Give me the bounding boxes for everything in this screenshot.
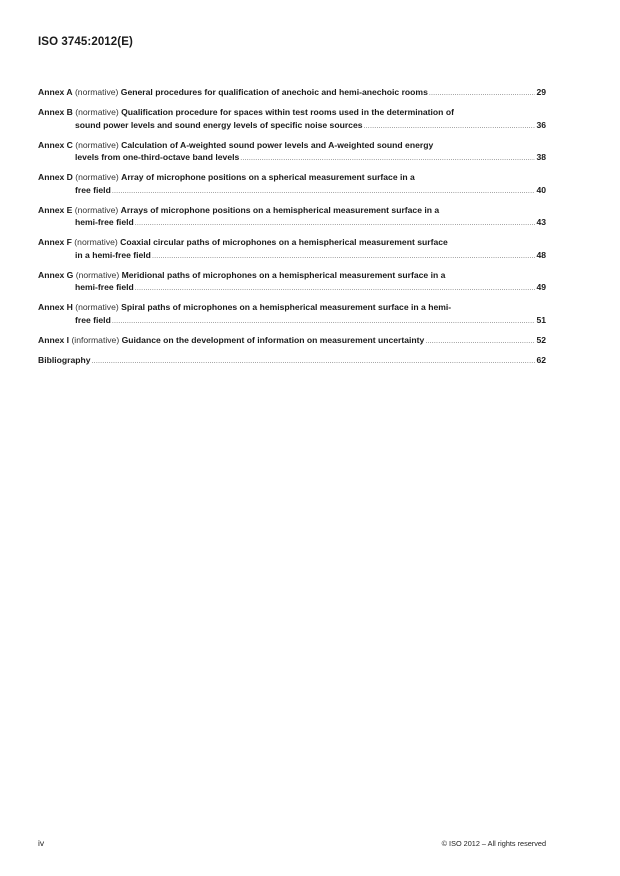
page-number: 38 [536,152,546,163]
annex-type: (normative) [75,106,119,117]
toc-entry-annex-c[interactable] [38,139,546,166]
annex-type: (informative) [71,335,120,346]
page-number: 48 [536,249,546,260]
toc-entry-annex-i[interactable] [38,334,546,349]
page-number: 52 [536,335,546,346]
toc-entry-annex-d[interactable] [38,171,546,198]
annex-title-continued: free field [75,184,111,195]
footer-page-number: iv [38,838,45,848]
dot-leader [364,121,536,134]
annex-title: General procedures for qualification of anechoic and hemi-anechoic rooms [120,87,428,97]
annex-label: Annex G [38,269,74,280]
page-number: 49 [536,282,546,293]
dot-leader [240,153,535,166]
annex-title-continued: levels from one-third-octave band levels [75,152,240,163]
annex-title: Arrays of microphone positions on a hemispherical measurement surface in a [120,204,440,215]
table-of-contents [38,86,546,374]
annex-type: (normative) [74,204,119,215]
annex-label: Annex D [38,172,73,183]
footer-copyright: © ISO 2012 – All rights reserved [441,839,546,848]
dot-leader [135,218,536,231]
toc-entry-annex-f[interactable] [38,236,546,263]
annex-title-continued: in a hemi-free field [75,249,151,260]
annex-type: (normative) [75,172,119,183]
page-number: 40 [536,184,546,195]
dot-leader [112,186,536,199]
annex-label: Annex H [38,302,73,313]
toc-entry-annex-e[interactable] [38,204,546,231]
annex-type: (normative) [74,87,119,97]
annex-label: Annex B [38,106,73,117]
dot-leader [152,251,536,264]
document-header: ISO 3745:2012(E) [38,36,133,48]
dot-leader [429,88,536,101]
page-number: 62 [536,355,546,366]
annex-label: Annex A [38,87,73,97]
dot-leader [425,336,535,349]
annex-title: Calculation of A-weighted sound power levels and A-weighted sound energy [121,139,434,150]
page-number: 51 [536,315,546,326]
annex-type: (normative) [75,139,119,150]
toc-entry-annex-g[interactable] [38,269,546,296]
annex-title: Qualification procedure for spaces within test rooms used in the determination of [121,106,454,117]
annex-type: (normative) [75,302,119,313]
toc-entry-annex-h[interactable] [38,301,546,328]
toc-entry-annex-b[interactable] [38,106,546,133]
annex-title: Spiral paths of microphones on a hemispherical measurement surface in a hemi- [121,302,452,313]
annex-title-continued: hemi-free field [75,282,134,293]
bibliography-label: Bibliography [38,355,91,366]
annex-label: Annex C [38,139,73,150]
annex-title: Meridional paths of microphones on a hemispherical measurement surface in a [121,269,446,280]
annex-title: Guidance on the development of information on measurement uncertainty [121,335,425,346]
annex-label: Annex I [38,335,70,346]
annex-title-continued: hemi-free field [75,217,134,228]
annex-type: (normative) [75,269,120,280]
dot-leader [135,283,536,296]
page-number: 29 [536,87,546,97]
annex-label: Annex E [38,204,73,215]
annex-title-continued: free field [75,315,111,326]
annex-type: (normative) [74,237,118,248]
dot-leader [112,316,536,329]
page-number: 43 [536,217,546,228]
toc-entry-annex-a[interactable] [38,86,546,101]
dot-leader [92,356,536,369]
annex-title: Array of microphone positions on a spherical measurement surface in a [121,172,415,183]
toc-entry-bibliography[interactable] [38,354,546,369]
page-number: 36 [536,119,546,130]
annex-label: Annex F [38,237,72,248]
annex-title-continued: sound power levels and sound energy levels of specific noise sources [75,119,363,130]
annex-title: Coaxial circular paths of microphones on a hemispherical measurement surface [120,237,448,248]
